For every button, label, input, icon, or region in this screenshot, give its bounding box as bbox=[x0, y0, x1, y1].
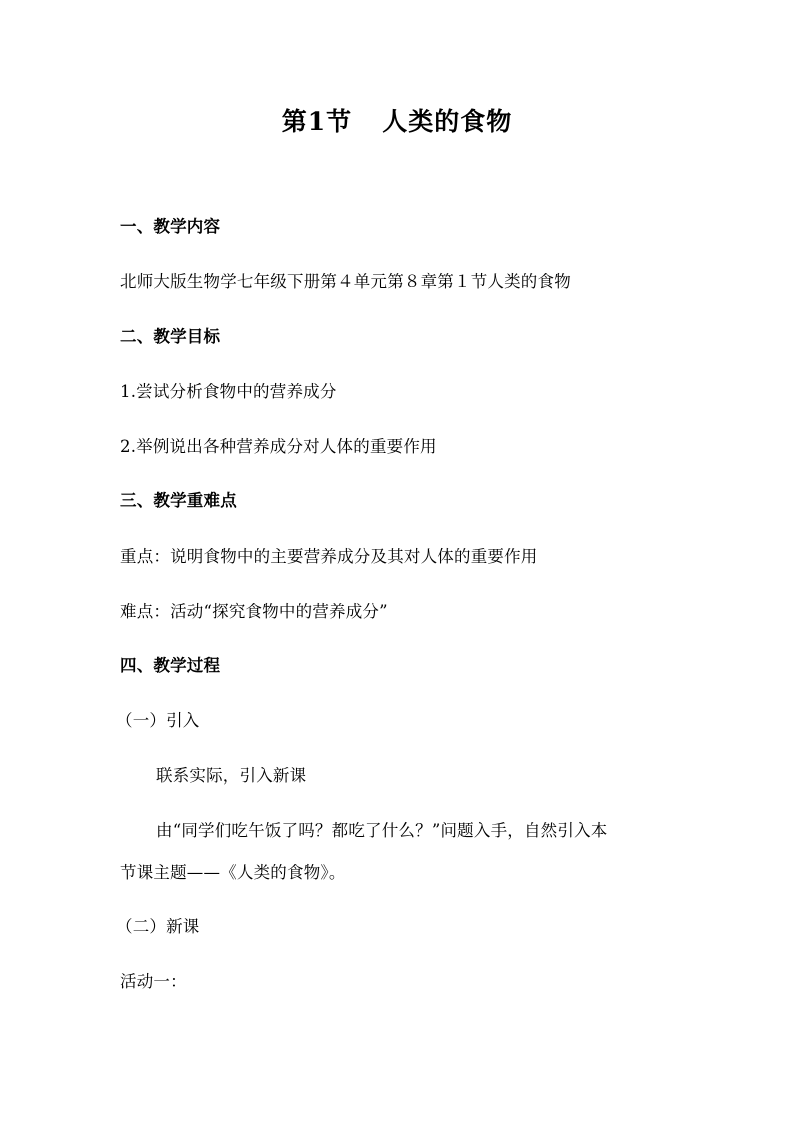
goal-item-1: 1.尝试分析食物中的营养成分 bbox=[120, 382, 337, 401]
heading-teaching-process: 四、教学过程 bbox=[120, 656, 221, 675]
process-part-1-line-2a: 由“同学们吃午饭了吗？都吃了什么？”问题入手，自然引入本 bbox=[156, 821, 608, 840]
title-name: 人类的食物 bbox=[382, 107, 513, 136]
teaching-content-text: 北师大版生物学七年级下册第４单元第８章第１节人类的食物 bbox=[120, 272, 571, 291]
activity-1-label: 活动一： bbox=[120, 972, 187, 991]
difficult-point-text: 难点：活动“探究食物中的营养成分” bbox=[120, 602, 388, 621]
process-part-1-line-2b: 节课主题——《人类的食物》。 bbox=[120, 863, 346, 882]
title-section-number: 第1节 bbox=[281, 107, 353, 136]
heading-key-points: 三、教学重难点 bbox=[120, 491, 237, 510]
heading-teaching-goals: 二、教学目标 bbox=[120, 327, 221, 346]
process-part-1-label: （一）引入 bbox=[116, 711, 200, 730]
process-part-1-line-1: 联系实际，引入新课 bbox=[156, 766, 307, 785]
key-point-text: 重点：说明食物中的主要营养成分及其对人体的重要作用 bbox=[120, 547, 538, 566]
page-title bbox=[0, 102, 794, 138]
process-part-2-label: （二）新课 bbox=[116, 917, 200, 936]
heading-teaching-content: 一、教学内容 bbox=[120, 217, 221, 236]
goal-item-2: 2.举例说出各种营养成分对人体的重要作用 bbox=[120, 437, 437, 456]
